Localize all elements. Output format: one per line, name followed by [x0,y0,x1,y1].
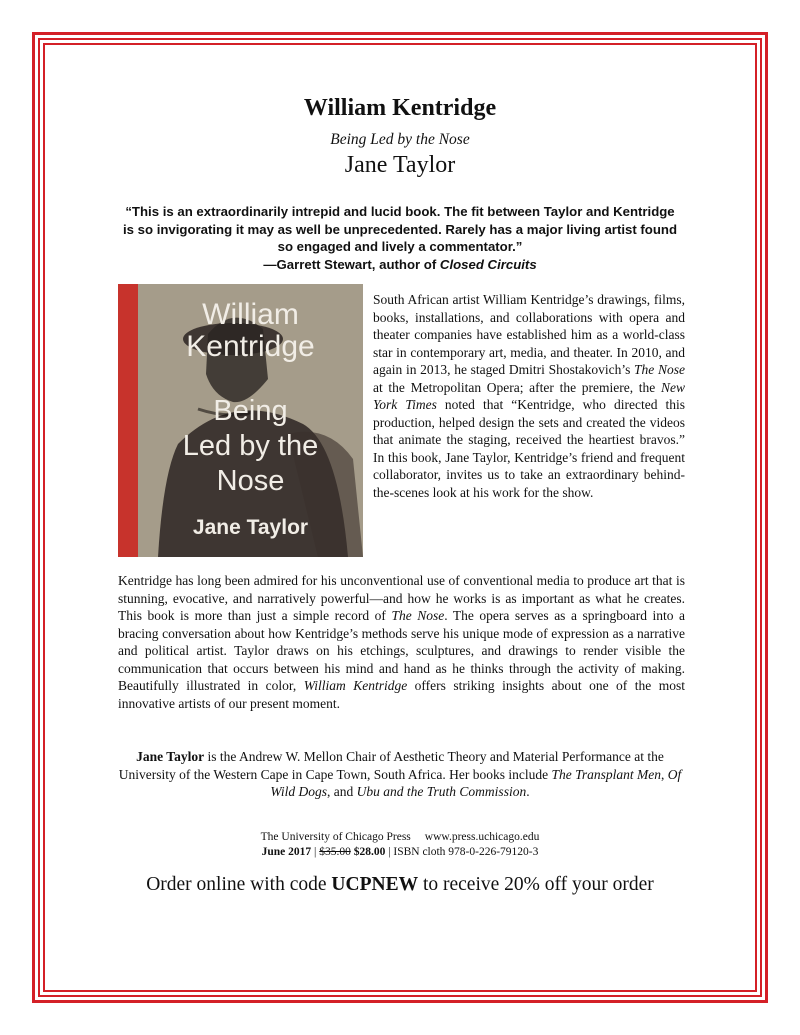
publisher-line-2 [0,845,800,860]
cover-name-line1: William [202,298,299,331]
isbn: | ISBN cloth 978-0-226-79120-3 [385,846,539,858]
publication-date: June 2017 [261,846,312,858]
publisher-name: The University of Chicago Press [260,831,411,843]
body-text-3: offers striking insights about one of the most innovative artists of our present moment. [118,678,685,711]
order-prefix: Order online with code [146,874,332,895]
book-author: Jane Taylor [344,152,456,178]
book-cover [118,284,363,557]
cover-author: Jane Taylor [192,516,309,539]
description-paragraph [373,291,685,501]
cover-spine [118,284,138,557]
attribution-prefix: —Garrett Stewart, author of [263,256,440,272]
bio-end: . [526,784,530,799]
desc-text-1: South African artist William Kentridge’s drawings, films, books, installations, and collaborations with opera and theater companies have established him as a world-class star in contemporary art, media, and theater. In 2010, and again in 2013, he staged Dmitri Shostakovich’s [373,292,685,377]
bio-sep-1: , [661,766,668,782]
blurb-attribution [120,256,680,274]
review-blurb [120,203,680,273]
desc-text-3: noted that “Kentridge, who directed this production, helped design the sets and created the videos that animate the staging, received the heartiest bravos.” In this book, Jane Taylor, Kentridge’s friend and frequent collaborator, invites us to take an extraordinary behind-the-scenes look at his work for the show. [373,397,686,500]
body-italic-kentridge: William Kentridge [303,678,408,693]
cover-title-line3: Nose [216,465,285,497]
publisher-line-1 [0,830,800,845]
pub-sep: | [311,846,320,858]
sale-price: $28.00 [353,846,386,858]
body-text-2: . The opera serves as a springboard into a bracing conversation about how Kentridge’s methods serve his unique mode of expression as a narrative and political artist. Taylor draws on his etchings, sculptures, and drawings to render visible the communication that occurs between his mind and hand as he thinks through the activity of making. Beautifully illustrated in color, [118,608,686,693]
desc-text-2: at the Metropolitan Opera; after the premiere, the [373,379,661,395]
cover-title-line1: Being [213,395,288,427]
body-text-1: Kentridge has long been admired for his unconventional use of conventional media to produce art that is stunning, evocative, and narratively powerful—and how he works is as important as what he creates. This book is more than just a simple record of [118,573,685,623]
bio-book-of-wild-dogs: Of Wild Dogs [270,766,682,799]
cover-name-line2: Kentridge [186,330,315,363]
publisher-info [0,830,800,860]
desc-italic-the-nose: The Nose [634,362,686,377]
order-promo [0,874,800,896]
bio-author-name: Jane Taylor [136,749,205,764]
order-suffix: to receive 20% off your order [418,874,654,895]
blurb-quote: “This is an extraordinarily intrepid and lucid book. The fit between Taylor and Kentridge is so invigorating it may as well be unprecedented. Rarely has a major living artist found so engaged and lively a commentator.” [122,204,678,254]
author-bio [112,748,688,801]
publisher-url[interactable]: www.press.uchicago.edu [424,831,540,843]
promo-code: UCPNEW [331,874,419,895]
bio-book-ubu: Ubu and the Truth Commission [356,784,527,799]
cover-title-line2: Led by the [182,430,319,462]
bio-text: is the Andrew W. Mellon Chair of Aesthetic Theory and Material Performance at the University of the Western Cape in Cape Town, South Africa. Her books include [118,749,664,782]
old-price: $35.00 [319,846,351,858]
bio-sep-2: , and [327,784,357,799]
book-subtitle: Being Led by the Nose [330,131,470,148]
page-title: William Kentridge [303,95,497,121]
bio-book-transplant-men: The Transplant Men [551,766,662,782]
attribution-work: Closed Circuits [439,256,537,272]
body-italic-the-nose: The Nose [391,608,445,623]
desc-italic-nyt: New York Times [373,379,685,412]
body-paragraph [118,572,685,712]
